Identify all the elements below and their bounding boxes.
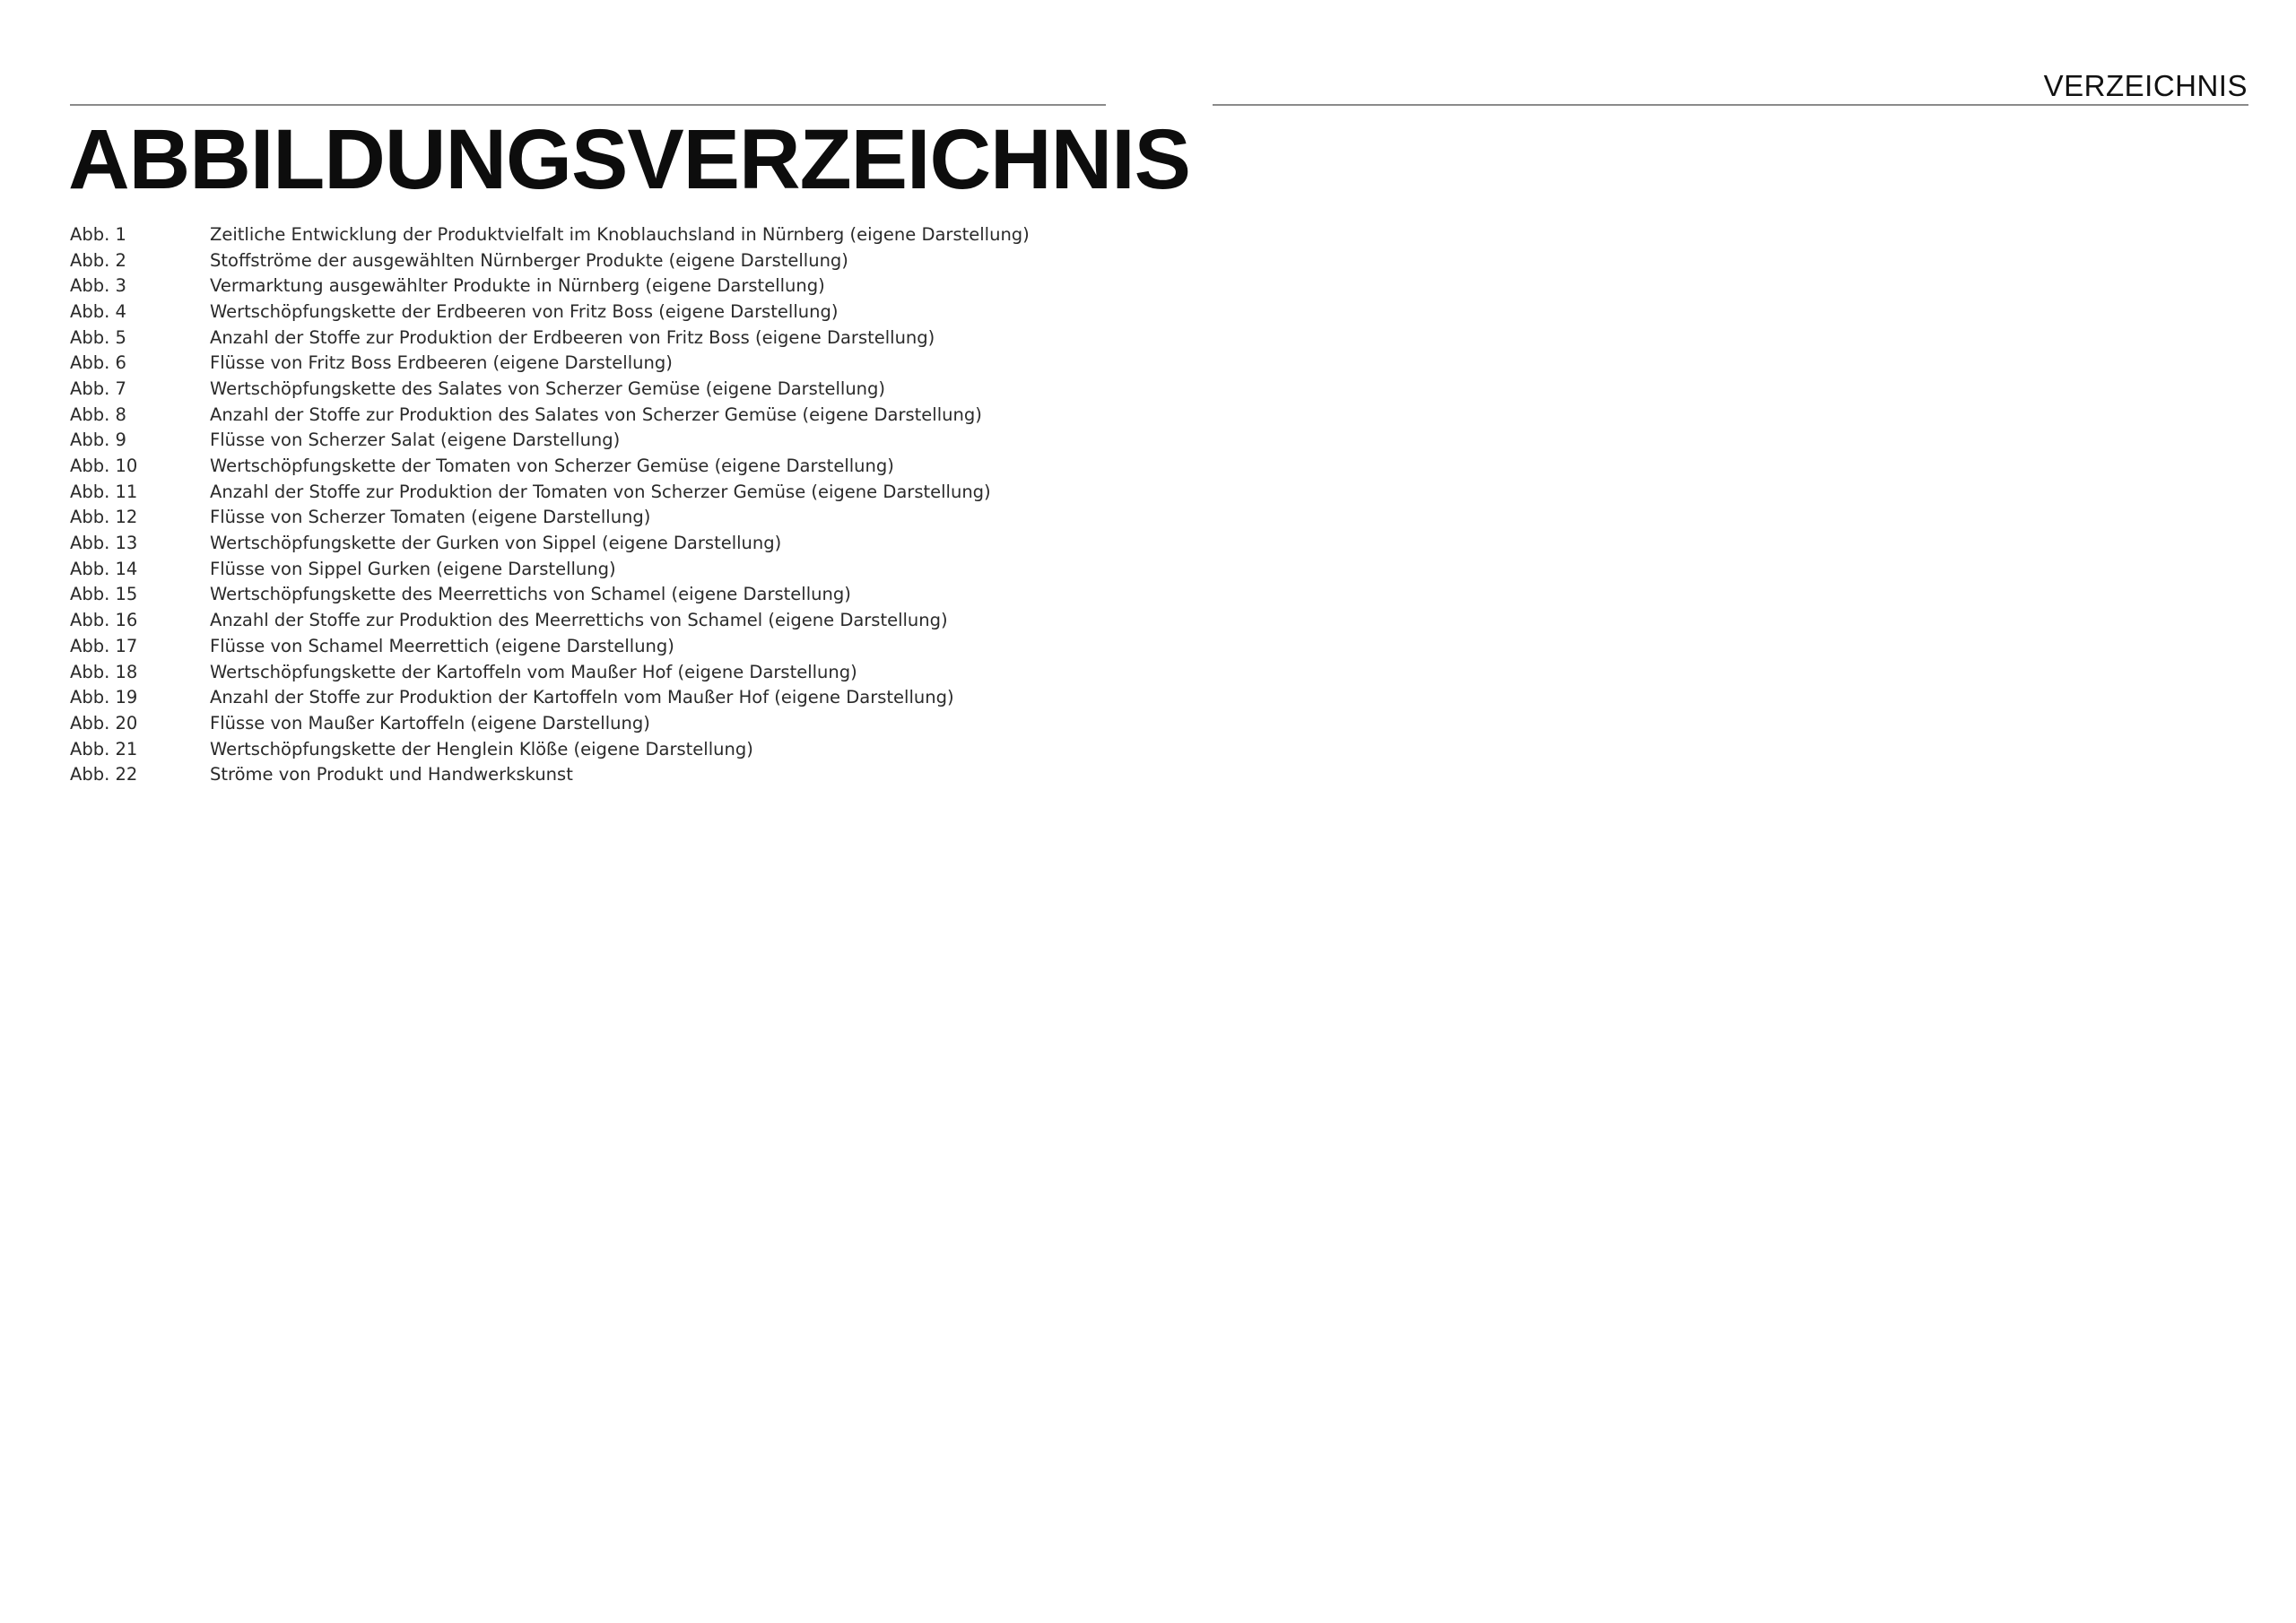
figure-entry (70, 428, 1030, 454)
figure-list (70, 221, 1030, 787)
figure-number: Abb. 8 (70, 404, 126, 425)
figure-entry (70, 325, 1030, 351)
figure-number: Abb. 9 (70, 430, 126, 451)
header-rule-left (70, 104, 1106, 106)
figure-entry (70, 505, 1030, 531)
figure-entry (70, 659, 1030, 685)
figure-number: Abb. 22 (70, 764, 138, 785)
figure-caption: Flüsse von Maußer Kartoffeln (eigene Darstellung) (210, 712, 650, 733)
figure-caption: Zeitliche Entwicklung der Produktvielfalt im Knoblauchsland in Nürnberg (eigene Darstellung) (210, 223, 1030, 245)
figure-entry (70, 556, 1030, 582)
figure-entry (70, 761, 1030, 787)
figure-number: Abb. 10 (70, 456, 138, 477)
figure-number: Abb. 2 (70, 249, 126, 271)
figure-number: Abb. 19 (70, 687, 138, 708)
figure-number: Abb. 1 (70, 223, 126, 245)
figure-caption: Wertschöpfungskette der Tomaten von Scherzer Gemüse (eigene Darstellung) (210, 456, 894, 477)
figure-caption: Wertschöpfungskette der Kartoffeln vom Maußer Hof (eigene Darstellung) (210, 661, 857, 682)
figure-caption: Wertschöpfungskette des Meerrettichs von Schamel (eigene Darstellung) (210, 584, 851, 605)
figure-number: Abb. 5 (70, 326, 126, 348)
figure-entry (70, 607, 1030, 633)
figure-entry (70, 633, 1030, 659)
figure-number: Abb. 4 (70, 300, 126, 322)
figure-number: Abb. 3 (70, 275, 126, 297)
figure-caption: Stoffströme der ausgewählten Nürnberger Produkte (eigene Darstellung) (210, 249, 848, 271)
figure-number: Abb. 20 (70, 712, 138, 733)
figure-caption: Wertschöpfungskette der Erdbeeren von Fritz Boss (eigene Darstellung) (210, 300, 839, 322)
figure-caption: Flüsse von Scherzer Tomaten (eigene Darstellung) (210, 507, 651, 528)
section-label: VERZEICHNIS (2043, 69, 2248, 102)
figure-caption: Flüsse von Sippel Gurken (eigene Darstellung) (210, 558, 616, 579)
figure-number: Abb. 7 (70, 378, 126, 399)
figure-number: Abb. 18 (70, 661, 138, 682)
figure-entry (70, 684, 1030, 710)
figure-number: Abb. 15 (70, 584, 138, 605)
figure-number: Abb. 13 (70, 533, 138, 554)
figure-entry (70, 299, 1030, 325)
figure-entry (70, 582, 1030, 608)
figure-number: Abb. 6 (70, 352, 126, 374)
figure-entry (70, 402, 1030, 428)
figure-caption: Wertschöpfungskette des Salates von Scherzer Gemüse (eigene Darstellung) (210, 378, 886, 399)
page-title: ABBILDUNGSVERZEICHNIS (68, 112, 1191, 207)
figure-number: Abb. 16 (70, 610, 138, 631)
figure-entry (70, 736, 1030, 762)
figure-entry (70, 221, 1030, 247)
figure-number: Abb. 14 (70, 558, 138, 579)
figure-entry (70, 479, 1030, 505)
figure-entry (70, 710, 1030, 736)
figure-entry (70, 530, 1030, 556)
figure-number: Abb. 21 (70, 738, 138, 759)
figure-caption: Anzahl der Stoffe zur Produktion des Salates von Scherzer Gemüse (eigene Darstellung) (210, 404, 982, 425)
figure-number: Abb. 11 (70, 481, 138, 502)
figure-caption: Flüsse von Schamel Meerrettich (eigene Darstellung) (210, 635, 674, 656)
figure-caption: Flüsse von Fritz Boss Erdbeeren (eigene Darstellung) (210, 352, 673, 374)
figure-caption: Wertschöpfungskette der Henglein Klöße (eigene Darstellung) (210, 738, 753, 759)
header-rule-right (1213, 104, 2248, 106)
figure-caption: Ströme von Produkt und Handwerkskunst (210, 764, 573, 785)
figure-caption: Vermarktung ausgewählter Produkte in Nürnberg (eigene Darstellung) (210, 275, 825, 297)
figure-number: Abb. 12 (70, 507, 138, 528)
figure-entry (70, 273, 1030, 299)
figure-caption: Anzahl der Stoffe zur Produktion der Erdbeeren von Fritz Boss (eigene Darstellung) (210, 326, 935, 348)
figure-caption: Flüsse von Scherzer Salat (eigene Darstellung) (210, 430, 621, 451)
figure-caption: Anzahl der Stoffe zur Produktion des Meerrettichs von Schamel (eigene Darstellung) (210, 610, 948, 631)
figure-entry (70, 350, 1030, 376)
figure-entry (70, 376, 1030, 402)
figure-caption: Wertschöpfungskette der Gurken von Sippel (eigene Darstellung) (210, 533, 782, 554)
figure-entry (70, 247, 1030, 273)
figure-number: Abb. 17 (70, 635, 138, 656)
figure-caption: Anzahl der Stoffe zur Produktion der Kartoffeln vom Maußer Hof (eigene Darstellung) (210, 687, 954, 708)
figure-entry (70, 453, 1030, 479)
figure-caption: Anzahl der Stoffe zur Produktion der Tomaten von Scherzer Gemüse (eigene Darstellung) (210, 481, 991, 502)
